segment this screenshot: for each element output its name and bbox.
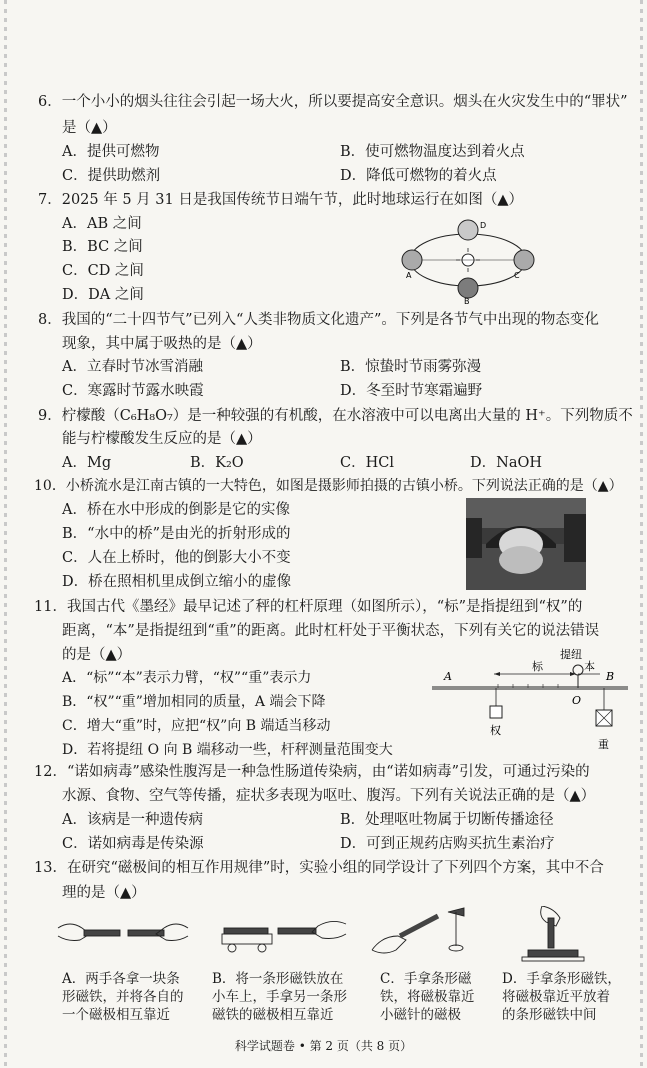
q8-option-b: B．惊蛰时节雨雾弥漫 xyxy=(340,359,482,375)
q13-c-caption-3: 小磁针的磁极 xyxy=(380,1007,461,1023)
q11-option-d: D．若将提纽 O 向 B 端移动一些，杆秤测量范围变大 xyxy=(62,742,393,758)
q6-option-a: A．提供可燃物 xyxy=(62,144,160,160)
scheme-a-drawing xyxy=(58,924,188,941)
q6-option-c: C．提供助燃剂 xyxy=(62,168,161,184)
scheme-b-drawing xyxy=(222,921,346,952)
q6-option-b: B．使可燃物温度达到着火点 xyxy=(340,144,525,160)
q13-d-caption-1: D．手拿条形磁铁， xyxy=(502,971,621,987)
q13-c-caption-1: C．手拿条形磁 xyxy=(380,971,472,987)
q12-stem-line2: 水源、食物、空气等传播，症状多表现为呕吐、腹泻。下列有关说法正确的是（▲） xyxy=(62,788,596,804)
q10-option-c: C．人在上桥时，他的倒影大小不变 xyxy=(62,550,291,566)
q13-b-caption-2: 小车上，手拿另一条形 xyxy=(212,989,347,1005)
q13-a-caption-1: A．两手各拿一块条 xyxy=(62,971,180,987)
orbit-label-d: D xyxy=(480,221,487,230)
q13-stem-line1: 13．在研究“磁极间的相互作用规律”时，实验小组的同学设计了下列四个方案，其中不合 xyxy=(34,860,604,876)
label-quan: 权 xyxy=(490,724,501,737)
orbit-label-a: A xyxy=(406,271,412,280)
q7-option-b: B．BC 之间 xyxy=(62,239,143,255)
q8-option-c: C．寒露时节露水映霞 xyxy=(62,383,204,399)
orbit-label-c: C xyxy=(514,271,520,280)
q13-a-caption-2: 形磁铁，并将各自的 xyxy=(62,989,184,1005)
q12-option-a: A．该病是一种遗传病 xyxy=(62,812,203,828)
label-b: B xyxy=(606,670,615,683)
q8-option-d: D．冬至时节寒霜遍野 xyxy=(340,383,483,399)
q13-d-caption-2: 将磁极靠近平放着 xyxy=(502,989,610,1005)
q6-stem-line1: 6．一个小小的烟头往往会引起一场大火，所以要提高安全意识。烟头在火灾发生中的“罪状” xyxy=(38,94,628,110)
label-tizhu: 提纽 xyxy=(560,648,582,661)
scheme-d-drawing xyxy=(522,906,584,961)
q13-b-caption-3: 磁铁的磁极相互靠近 xyxy=(212,1007,334,1023)
earth-orbit-figure xyxy=(398,214,538,306)
q10-stem-line1: 10．小桥流水是江南古镇的一大特色，如图是摄影师拍摄的古镇小桥。下列说法正确的是（▲） xyxy=(34,478,623,494)
q8-stem-line1: 8．我国的“二十四节气”已列入“人类非物质文化遗产”。下列是各节气中出现的物态变化 xyxy=(38,312,599,328)
q12-option-d: D．可到正规药店购买抗生素治疗 xyxy=(340,836,555,852)
steelyard-figure xyxy=(428,644,638,756)
q11-stem-line3: 的是（▲） xyxy=(62,647,132,663)
bridge-photo-image xyxy=(466,498,586,590)
q11-stem-line1: 11．我国古代《墨经》最早记述了秤的杠杆原理（如图所示），“标”是指提纽到“权”的 xyxy=(34,599,583,615)
q8-stem-line2: 现象，其中属于吸热的是（▲） xyxy=(62,336,262,352)
q13-c-caption-2: 铁，将磁极靠近 xyxy=(380,989,475,1005)
q6-option-d: D．降低可燃物的着火点 xyxy=(340,168,497,184)
q6-stem-line2: 是（▲） xyxy=(62,120,117,136)
scan-edge-left xyxy=(4,0,7,1068)
q9-stem-line1: 9．柠檬酸（C₆H₈O₇）是一种较强的有机酸，在水溶液中可以电离出大量的 H⁺。下列物质不 xyxy=(38,408,633,424)
q13-stem-line2: 理的是（▲） xyxy=(62,885,146,901)
q12-stem-line1: 12．“诺如病毒”感染性腹泻是一种急性肠道传染病，由“诺如病毒”引发，可通过污染的 xyxy=(34,764,590,780)
q8-option-a: A．立春时节冰雪消融 xyxy=(62,359,203,375)
label-zhong: 重 xyxy=(598,738,609,751)
q10-option-a: A．桥在水中形成的倒影是它的实像 xyxy=(62,502,290,518)
q12-option-c: C．诺如病毒是传染源 xyxy=(62,836,204,852)
q11-option-a: A．“标”“本”表示力臂，“权”“重”表示力 xyxy=(62,670,312,686)
q7-option-a: A．AB 之间 xyxy=(62,216,142,232)
q11-stem-line2: 距离，“本”是指提纽到“重”的距离。此时杠杆处于平衡状态，下列有关它的说法错误 xyxy=(62,623,600,639)
label-a: A xyxy=(444,670,452,683)
q13-a-caption-3: 一个磁极相互靠近 xyxy=(62,1007,170,1023)
q9-option-b: B．K₂O xyxy=(190,455,244,471)
q11-option-c: C．增大“重”时，应把“权”向 B 端适当移动 xyxy=(62,718,331,734)
q7-stem-line1: 7．2025 年 5 月 31 日是我国传统节日端午节，此时地球运行在如图（▲） xyxy=(38,192,523,208)
bridge-photo xyxy=(466,498,586,590)
q9-stem-line2: 能与柠檬酸发生反应的是（▲） xyxy=(62,431,262,447)
q11-option-b: B．“权”“重”增加相同的质量，A 端会下降 xyxy=(62,694,326,710)
page-footer: 科学试题卷 • 第 2 页（共 8 页） xyxy=(234,1039,413,1053)
q7-option-d: D．DA 之间 xyxy=(62,287,144,303)
q13-d-caption-3: 的条形磁铁中间 xyxy=(502,1007,597,1023)
q13-b-caption-1: B．将一条形磁铁放在 xyxy=(212,971,344,987)
q9-option-d: D．NaOH xyxy=(470,455,542,471)
label-biao: 标 xyxy=(532,660,543,673)
orbit-label-b: B xyxy=(464,297,470,306)
q9-option-a: A．Mg xyxy=(62,455,112,471)
q12-option-b: B．处理呕吐物属于切断传播途径 xyxy=(340,812,554,828)
q7-option-c: C．CD 之间 xyxy=(62,263,144,279)
q10-option-d: D．桥在照相机里成倒立缩小的虚像 xyxy=(62,574,292,590)
q10-option-b: B．“水中的桥”是由光的折射形成的 xyxy=(62,526,291,542)
scheme-c-drawing xyxy=(372,908,464,953)
label-ben: 本 xyxy=(584,660,595,673)
magnet-experiments-figure xyxy=(56,906,642,968)
q9-option-c: C．HCl xyxy=(340,455,394,471)
label-o: O xyxy=(572,694,582,707)
